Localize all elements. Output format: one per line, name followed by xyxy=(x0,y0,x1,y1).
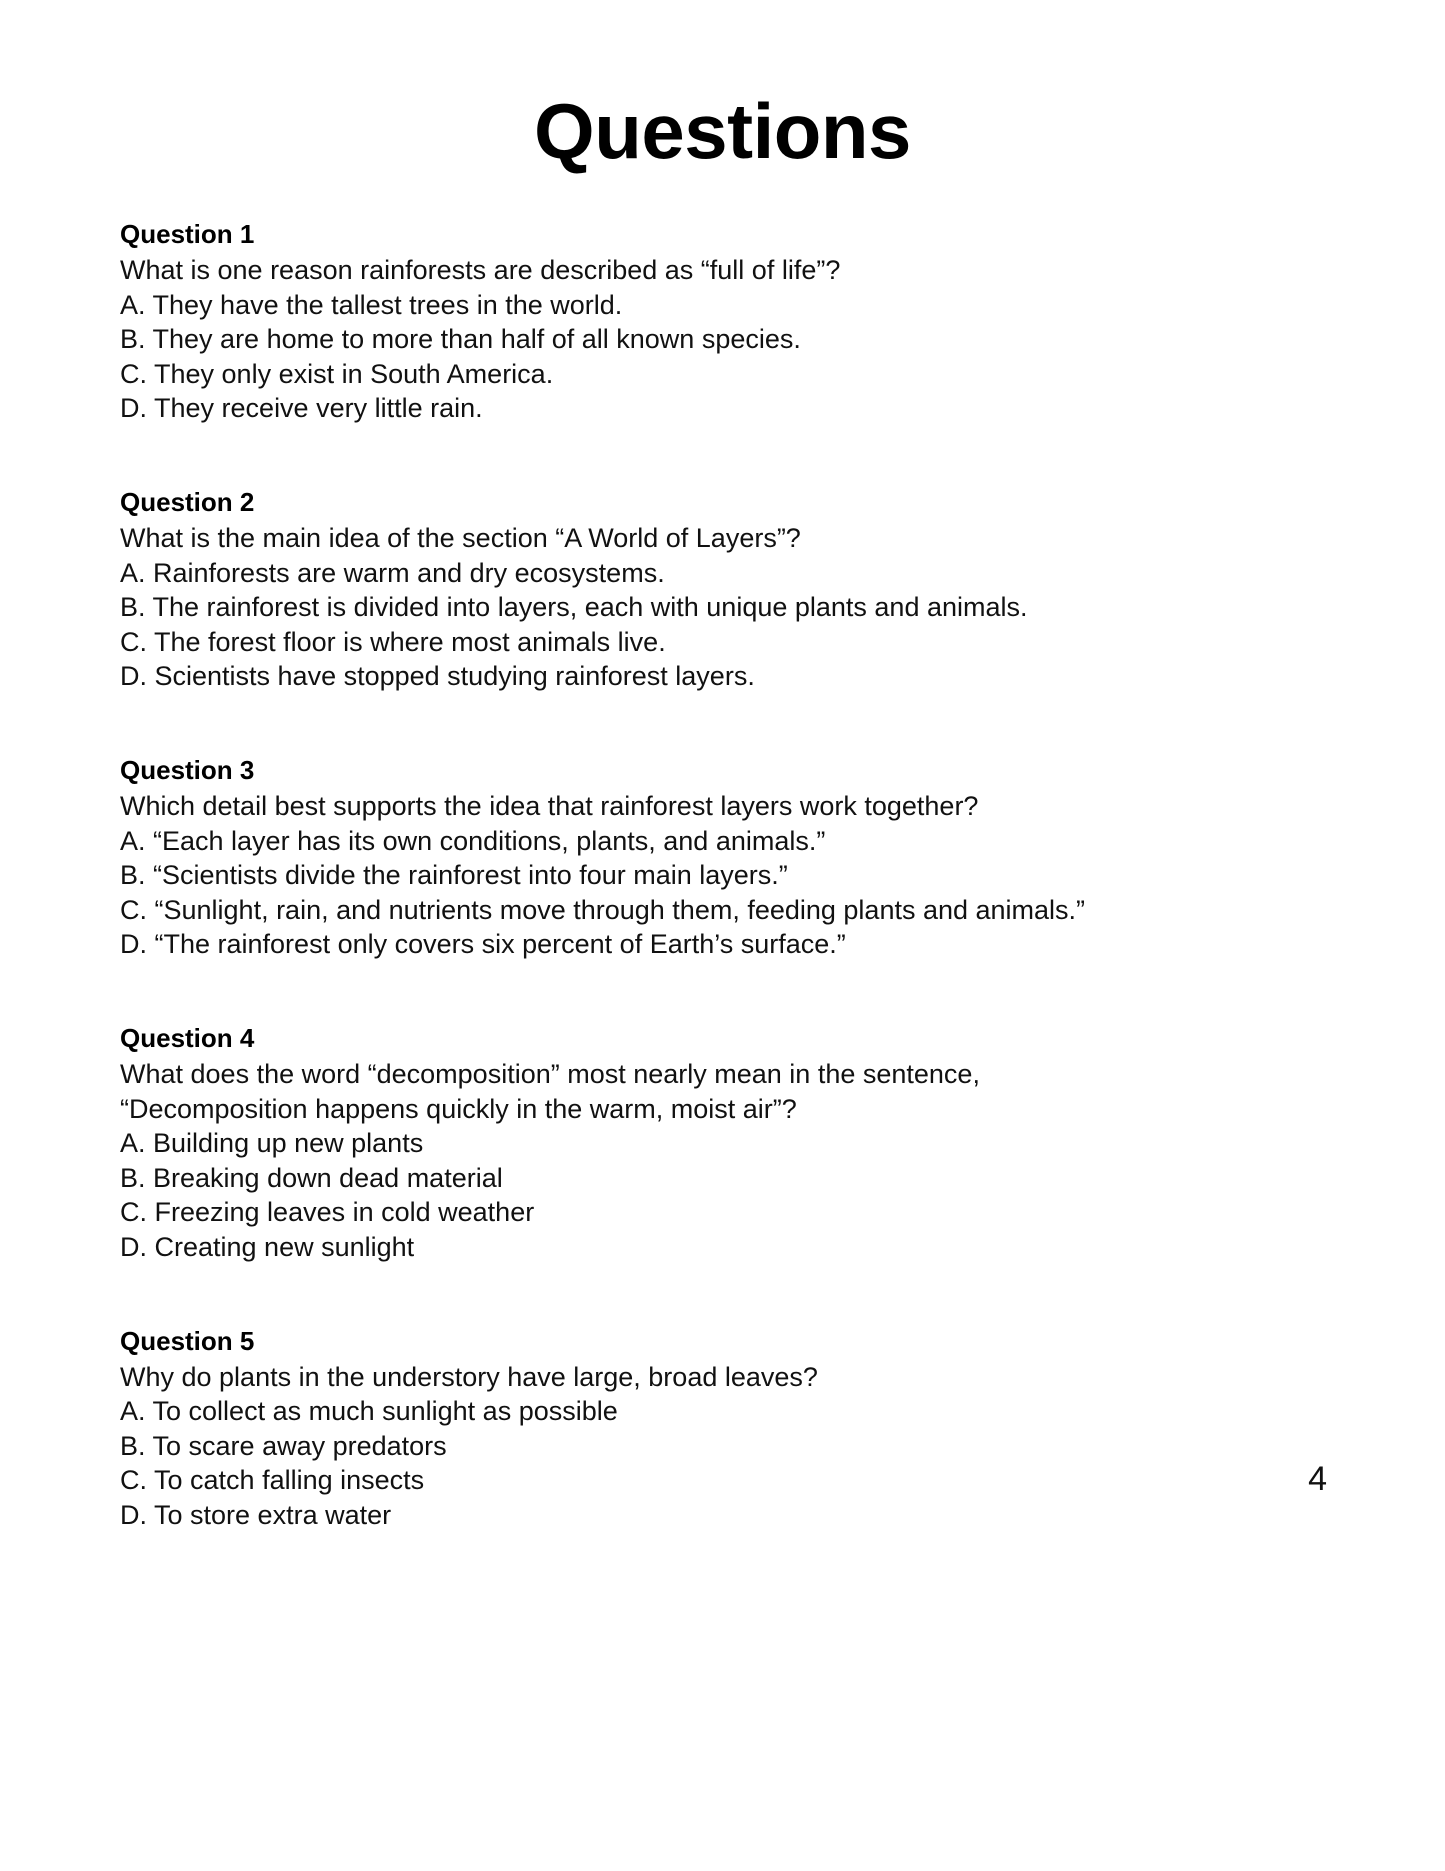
question-3-option-c[interactable]: C. “Sunlight, rain, and nutrients move through them, feeding plants and animals.” xyxy=(120,894,1086,925)
question-4-option-a[interactable]: A. Building up new plants xyxy=(120,1128,424,1159)
question-5-prompt xyxy=(120,1360,1335,1395)
question-1-option-a[interactable]: A. They have the tallest trees in the world. xyxy=(120,289,623,320)
question-3-header: Question 3 xyxy=(120,755,255,785)
question-3-option-d[interactable]: D. “The rainforest only covers six percent of Earth’s surface.” xyxy=(120,929,846,960)
question-4-prompt xyxy=(120,1057,1335,1126)
question-3-prompt xyxy=(120,789,1335,824)
question-block-5 xyxy=(120,1325,1335,1533)
question-block-4 xyxy=(120,1022,1335,1265)
question-1-options xyxy=(120,288,1335,426)
question-1-prompt xyxy=(120,253,1335,288)
question-5-option-a[interactable]: A. To collect as much sunlight as possible xyxy=(120,1396,618,1427)
question-2-prompt-line-1: What is the main idea of the section “A World of Layers”? xyxy=(120,523,801,554)
question-block-1 xyxy=(120,218,1335,426)
question-4-options xyxy=(120,1126,1335,1264)
question-1-header: Question 1 xyxy=(120,219,255,249)
question-1-option-c[interactable]: C. They only exist in South America. xyxy=(120,358,554,389)
question-4-prompt-line-2: “Decomposition happens quickly in the warm, moist air”? xyxy=(120,1093,797,1124)
question-3-prompt-line-1: Which detail best supports the idea that rainforest layers work together? xyxy=(120,791,979,822)
question-5-option-c[interactable]: C. To catch falling insects xyxy=(120,1465,425,1496)
question-3-options xyxy=(120,824,1335,962)
question-4-option-b[interactable]: B. Breaking down dead material xyxy=(120,1162,503,1193)
question-2-option-c[interactable]: C. The forest floor is where most animals live. xyxy=(120,626,666,657)
question-1-option-d[interactable]: D. They receive very little rain. xyxy=(120,393,483,424)
question-4-header: Question 4 xyxy=(120,1023,255,1053)
question-2-option-a[interactable]: A. Rainforests are warm and dry ecosystems. xyxy=(120,557,665,588)
question-5-header: Question 5 xyxy=(120,1325,255,1356)
question-4-option-d[interactable]: D. Creating new sunlight xyxy=(120,1232,415,1262)
question-3-option-a[interactable]: A. “Each layer has its own conditions, plants, and animals.” xyxy=(120,825,826,856)
question-1-prompt-line-1: What is one reason rainforests are described as “full of life”? xyxy=(120,255,841,286)
question-2-options xyxy=(120,556,1335,694)
question-5-option-d[interactable]: D. To store extra water xyxy=(120,1500,392,1530)
question-2-option-d[interactable]: D. Scientists have stopped studying rainforest layers. xyxy=(120,661,755,692)
question-block-3 xyxy=(120,754,1335,962)
questions-container xyxy=(0,218,1445,1533)
question-4-option-c[interactable]: C. Freezing leaves in cold weather xyxy=(120,1197,535,1228)
page-title: Questions xyxy=(534,87,911,175)
question-2-option-b[interactable]: B. The rainforest is divided into layers, each with unique plants and animals. xyxy=(120,592,1028,623)
question-5-options xyxy=(120,1394,1335,1532)
question-2-prompt xyxy=(120,521,1335,556)
question-5-option-b[interactable]: B. To scare away predators xyxy=(120,1430,447,1461)
question-2-header: Question 2 xyxy=(120,487,255,517)
question-5-prompt-line-1: Why do plants in the understory have large, broad leaves? xyxy=(120,1361,818,1392)
question-block-2 xyxy=(120,486,1335,694)
question-1-option-b[interactable]: B. They are home to more than half of all known species. xyxy=(120,324,801,355)
question-3-option-b[interactable]: B. “Scientists divide the rainforest into four main layers.” xyxy=(120,860,788,891)
question-4-prompt-line-1: What does the word “decomposition” most nearly mean in the sentence, xyxy=(120,1059,980,1090)
page-number: 4 xyxy=(1308,1460,1327,1498)
